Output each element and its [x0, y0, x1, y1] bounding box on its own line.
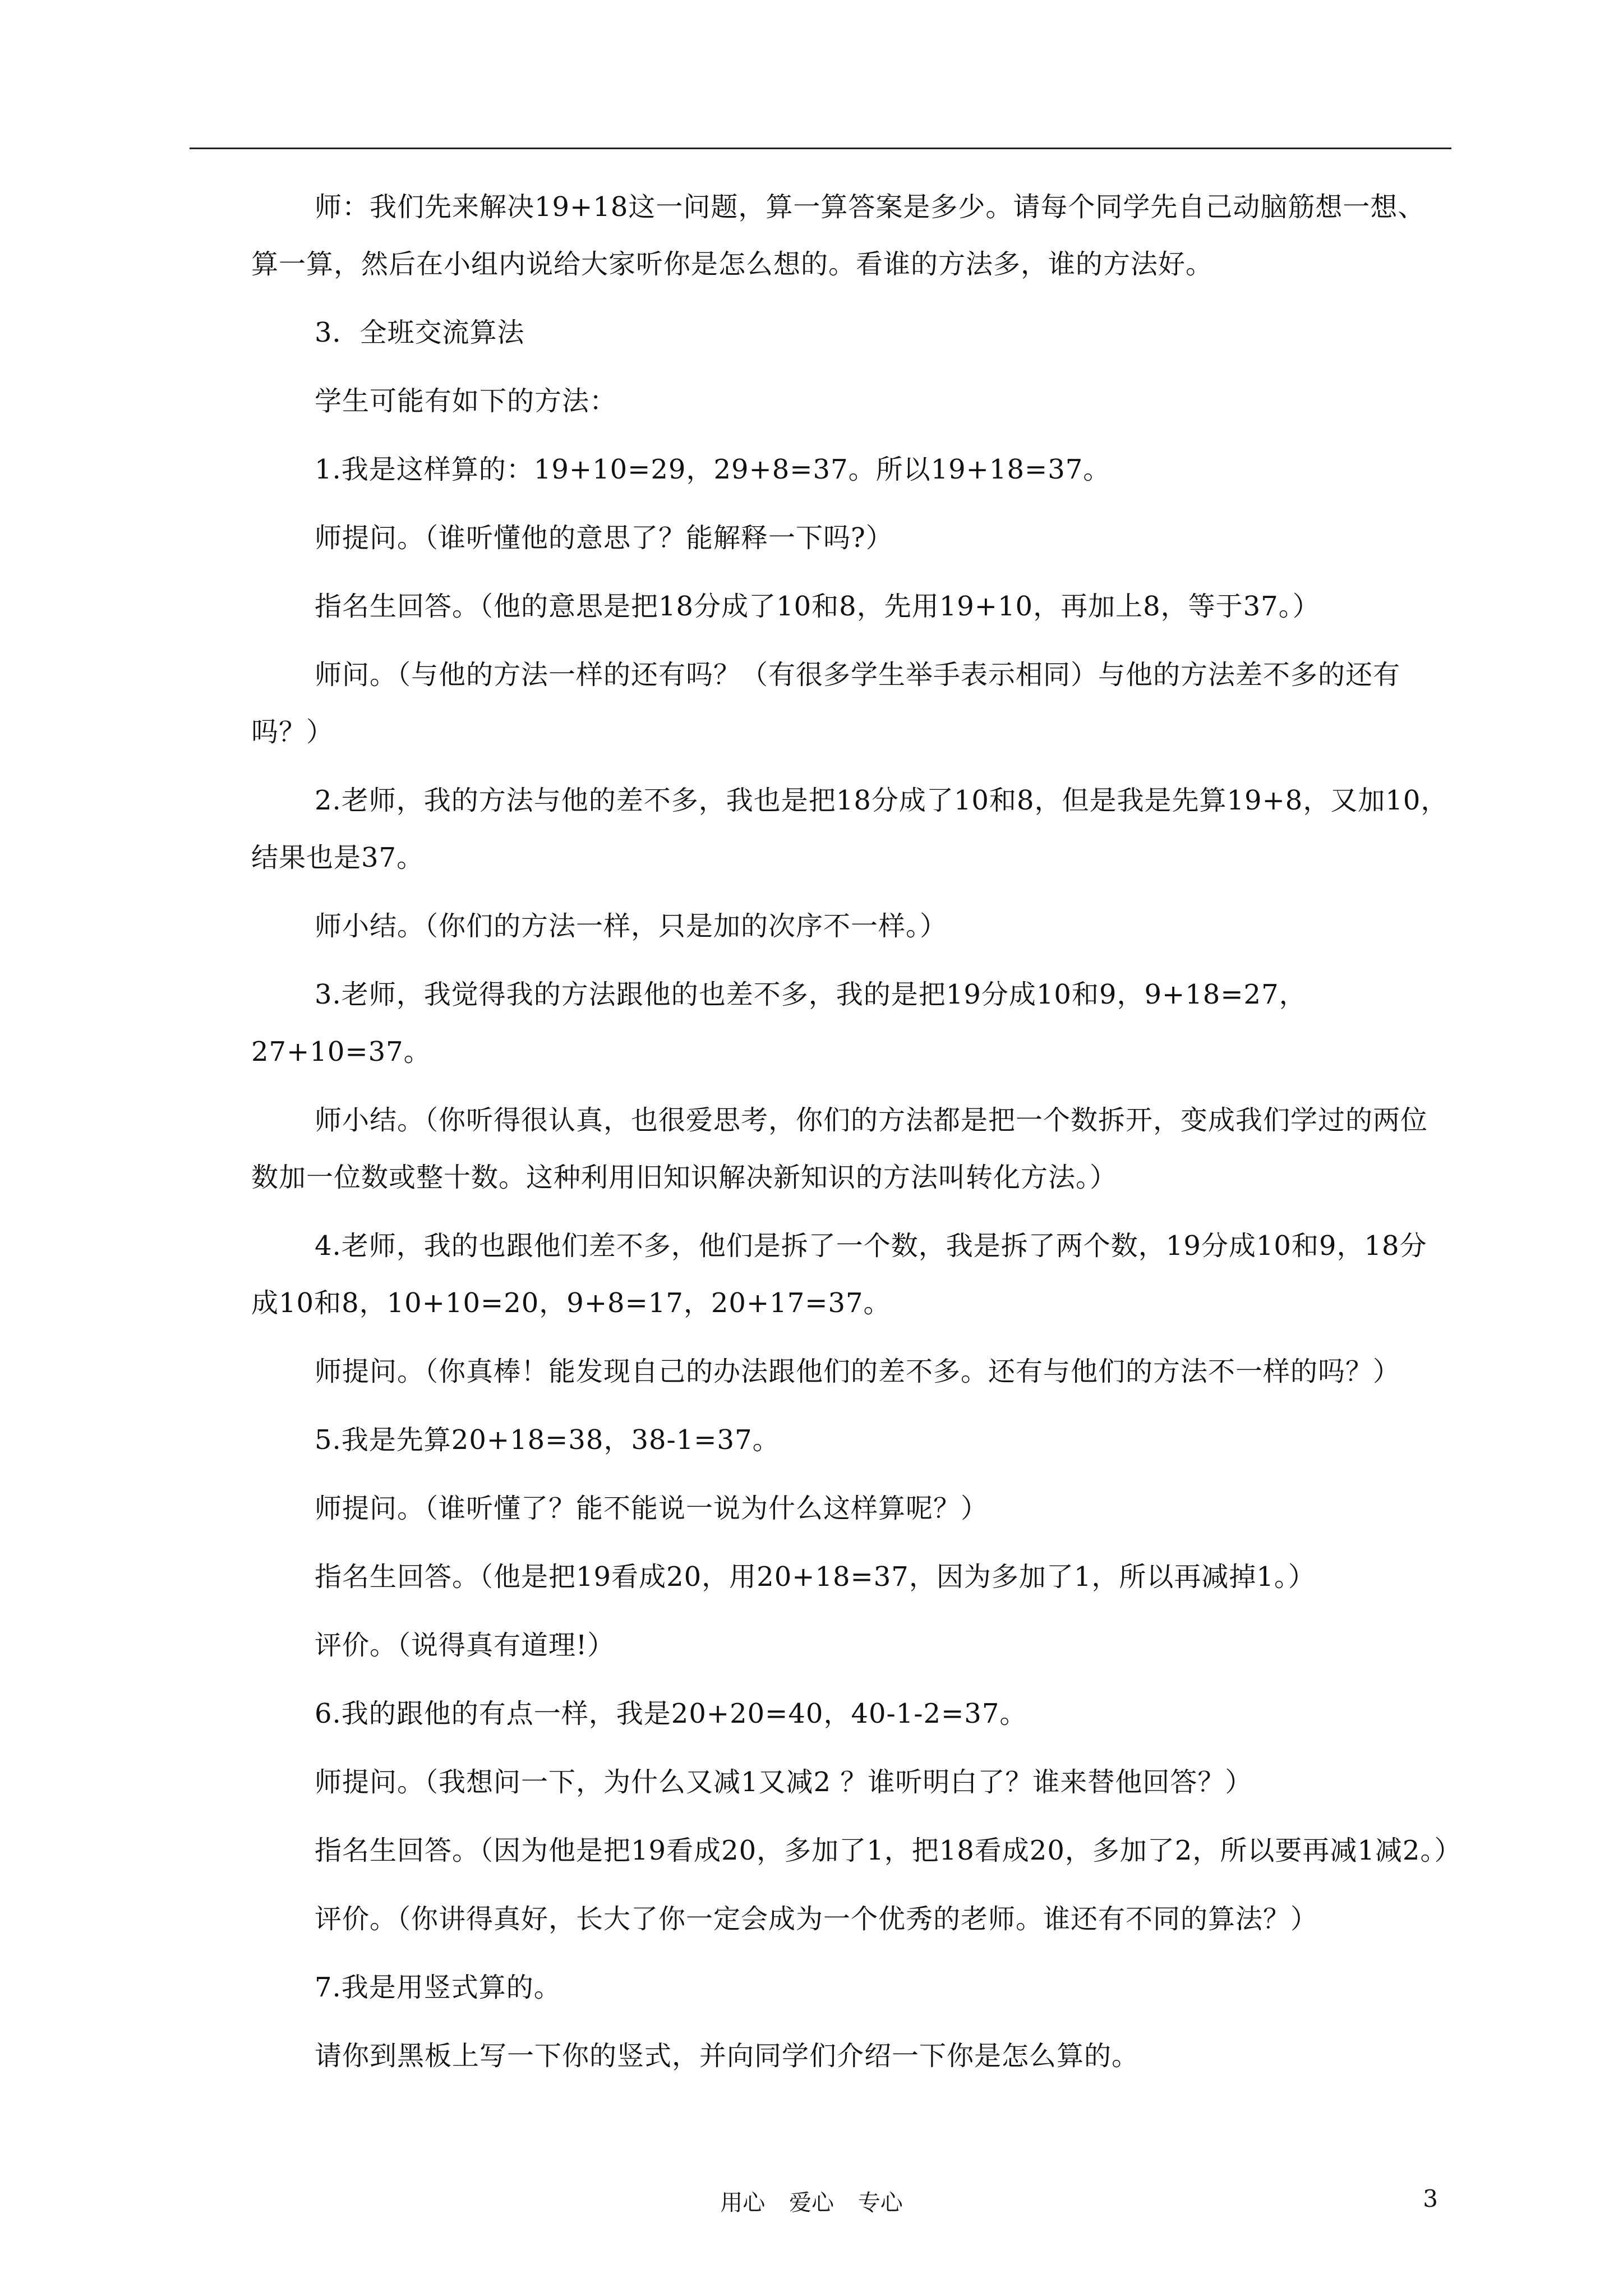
footer-slogan: 用心 爱心 专心: [720, 2190, 903, 2216]
paragraph: 师提问。（你真棒！能发现自己的办法跟他们的差不多。还有与他们的方法不一样的吗？）: [315, 1356, 1401, 1387]
paragraph: 2.老师，我的方法与他的差不多，我也是把18分成了10和8，但是我是先算19+8，又加10，结果也是37。: [251, 785, 1449, 873]
paragraph: 指名生回答。（他的意思是把18分成了10和8，先用19+10，再加上8，等于37。）: [315, 591, 1320, 622]
paragraph: 师提问。（谁听懂他的意思了？能解释一下吗?）: [315, 522, 893, 554]
paragraph: 师小结。（你听得很认真，也很爱思考，你们的方法都是把一个数拆开，变成我们学过的两位数加一位数或整十数。这种利用旧知识解决新知识的方法叫转化方法。）: [251, 1105, 1428, 1193]
paragraph: 指名生回答。（因为他是把19看成20，多加了1，把18看成20，多加了2，所以要再减1减2。）: [315, 1835, 1462, 1866]
paragraph: 6.我的跟他的有点一样，我是20+20=40，40-1-2=37。: [315, 1698, 1027, 1729]
section-heading: 3．全班交流算法: [315, 317, 525, 348]
paragraph: 师：我们先来解决19+18这一问题，算一算答案是多少。请每个同学先自己动脑筋想一想、算一算，然后在小组内说给大家听你是怎么想的。看谁的方法多，谁的方法好。: [251, 191, 1426, 280]
paragraph: 指名生回答。（他是把19看成20，用20+18=37，因为多加了1，所以再减掉1。）: [315, 1561, 1316, 1593]
page-number: 3: [1423, 2185, 1438, 2212]
paragraph: 4.老师，我的也跟他们差不多，他们是拆了一个数，我是拆了两个数，19分成10和9，18分成10和8，10+10=20，9+8=17，20+17=37。: [251, 1230, 1427, 1319]
header-rule: [190, 148, 1451, 149]
paragraph: 师提问。（谁听懂了？能不能说一说为什么这样算呢？）: [315, 1493, 989, 1524]
paragraph: 3.老师，我觉得我的方法跟他的也差不多，我的是把19分成10和9，9+18=27，27+10=37。: [251, 979, 1307, 1068]
paragraph: 请你到黑板上写一下你的竖式，并向同学们介绍一下你是怎么算的。: [315, 2040, 1140, 2072]
paragraph: 评价。（你讲得真好，长大了你一定会成为一个优秀的老师。谁还有不同的算法？）: [315, 1903, 1318, 1935]
document-body: [251, 178, 1462, 2096]
paragraph: 师小结。（你们的方法一样，只是加的次序不一样。）: [315, 910, 948, 942]
paragraph: 5.我是先算20+18=38，38-1=37。: [315, 1424, 780, 1456]
paragraph: 师提问。（我想问一下，为什么又减1又减2 ？谁听明白了？谁来替他回答？）: [315, 1766, 1253, 1798]
paragraph: 师问。（与他的方法一样的还有吗？（有很多学生举手表示相同）与他的方法差不多的还有吗？）: [251, 659, 1401, 748]
paragraph: 评价。（说得真有道理!）: [315, 1630, 615, 1661]
paragraph: 7.我是用竖式算的。: [315, 1972, 561, 2003]
paragraph: 1.我是这样算的：19+10=29，29+8=37。所以19+18=37。: [315, 454, 1111, 485]
paragraph: 学生可能有如下的方法：: [315, 385, 617, 417]
